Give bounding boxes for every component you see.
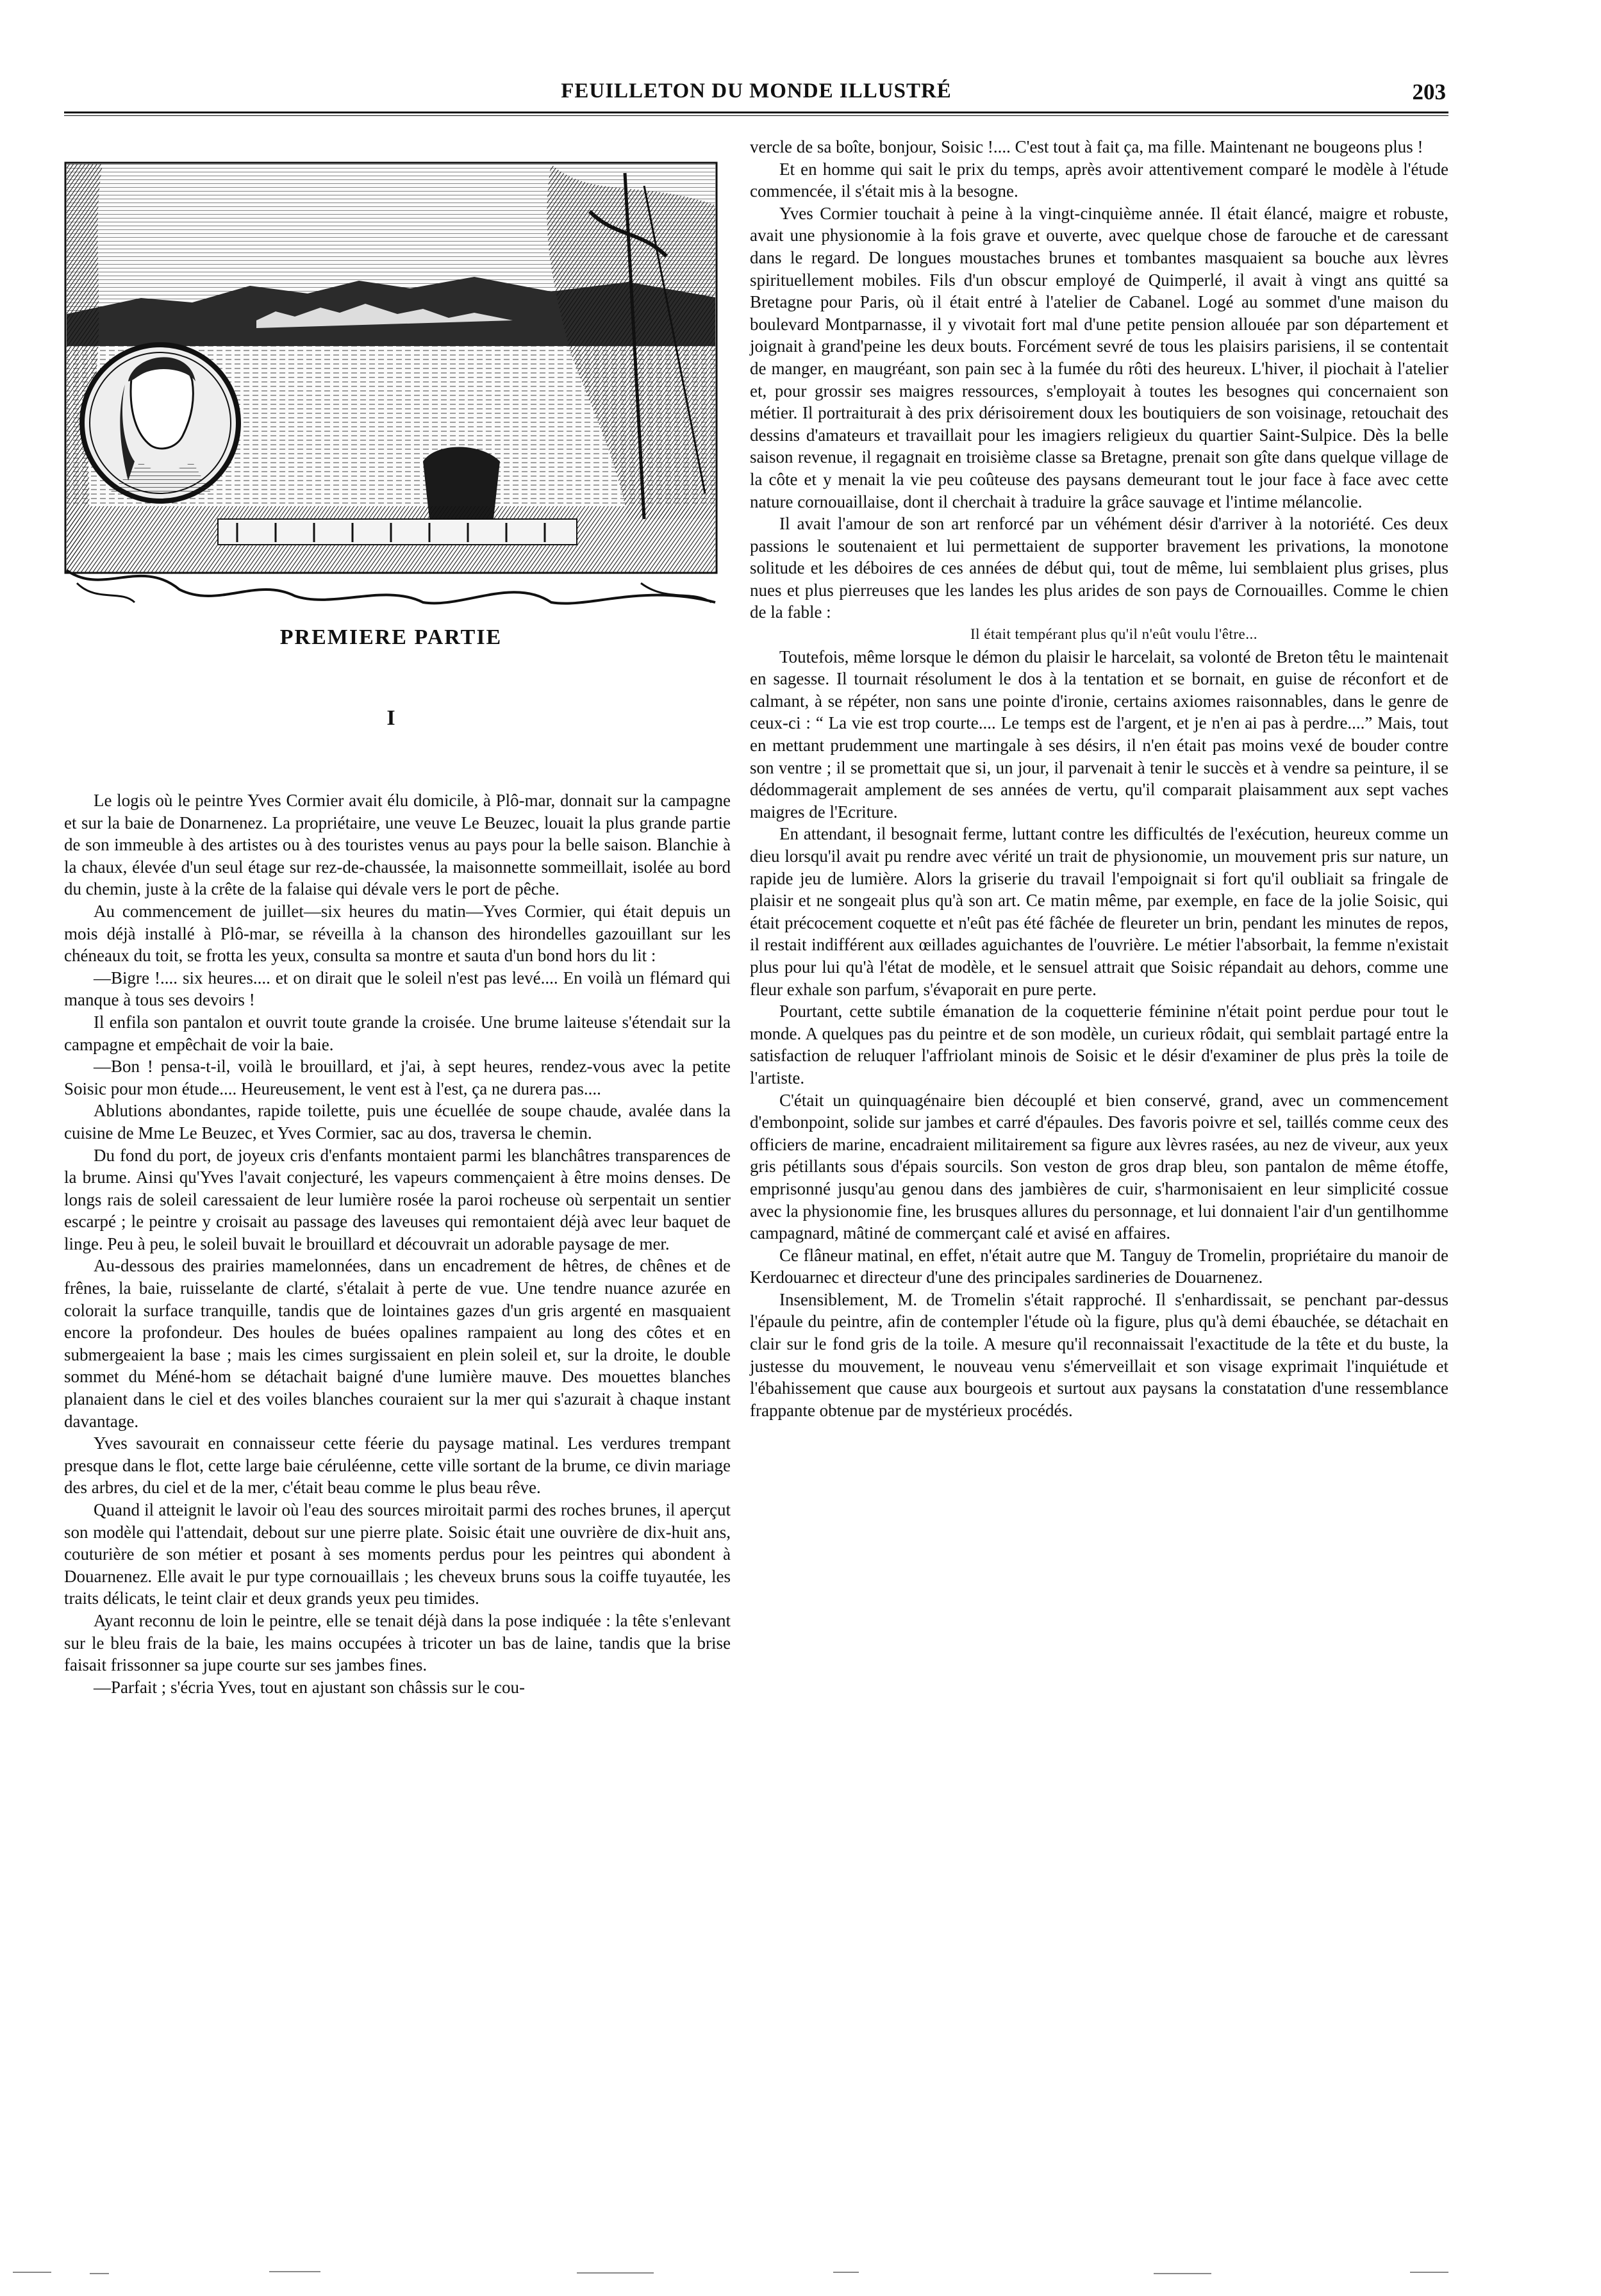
paragraph: Du fond du port, de joyeux cris d'enfants montaient parmi les blanchâtres transparences de la brume. Ainsi qu'Yves l'avait conjecturé, les vapeurs commençaient à être moins denses. De longs rais de soleil caressaient de leur lumière rosée la paroi rocheuse où serpentait un sentier escarpé ; le peintre y croisait au passage des laveuses qui remontaient déjà avec leur baquet de linge. Peu à peu, le soleil buvait le brouillard et découvrait un adorable paysage de mer. (64, 1145, 731, 1253)
paragraph: —Bigre !.... six heures.... et on dirait que le soleil n'est pas levé.... En voilà un flémard qui manque à tous ses devoirs ! (64, 968, 731, 1010)
paragraph: C'était un quinquagénaire bien découplé et bien conservé, grand, avec un commencement d'embonpoint, solide sur jambes et carré d'épaules. Des favoris poivre et sel, taillés comme ceux des officiers de marine, encadraient militairement sa figure aux lèvres rasées, au nez de viveur, aux yeux gris pétillants sous d'épais sourcils. Son veston de gros drap bleu, son pantalon de même étoffe, emprisonné jusqu'au genou dans des jambières de cuir, s'harmonisaient en leur simplicité cossue avec la physionomie fine, les brusques allures du personnage, et lui donnaient l'air d'un gentilhomme campagnard, mâtiné de commerçant calé et avisé en affaires. (750, 1090, 1448, 1243)
running-title: FEUILLETON DU MONDE ILLUSTRÉ (561, 79, 952, 103)
paragraph: Ayant reconnu de loin le peintre, elle se tenait déjà dans la pose indiquée : la tête s'enlevant sur le bleu frais de la baie, les mains occupées à tricoter un bas de laine, tandis que la brise faisait frissonner sa jupe courte sur ses jambes fines. (64, 1610, 731, 1675)
chapter-number: I (386, 706, 395, 730)
paragraph: Quand il atteignit le lavoir où l'eau des sources miroitait parmi des roches brunes, il aperçut son modèle qui l'attendait, debout sur une pierre plate. Soisic était une ouvrière de dix-huit ans, couturière de son métier et posant à ses moments perdus pour les peintres qui abondent à Douarnenez. Elle avait le pur type cornouaillais ; les cheveux bruns sous la coiffe tuyautée, les traits délicats, le teint clair et deux grands yeux peu timides. (64, 1500, 731, 1608)
left-text-column (64, 789, 731, 1698)
paragraph: Au commencement de juillet—six heures du matin—Yves Cormier, qui était depuis un mois déjà installé à Plô-mar, se réveilla à la chanson des hirondelles gazouillant sur les chéneaux du toit, se frotta les yeux, consulta sa montre et sauta d'un bond hors du lit : (64, 901, 731, 966)
paragraph: Il enfila son pantalon et ouvrit toute grande la croisée. Une brume laiteuse s'étendait sur la campagne et empêchait de voir la baie. (64, 1012, 731, 1054)
paragraph: Ce flâneur matinal, en effet, n'était autre que M. Tanguy de Tromelin, propriétaire du manoir de Kerdouarnec et directeur d'une des principales sardineries de Douarnenez. (750, 1245, 1448, 1287)
paragraph: —Bon ! pensa-t-il, voilà le brouillard, et j'ai, à sept heures, rendez-vous avec la petite Soisic pour mon étude.... Heureusement, le vent est à l'est, ça ne durera pas.... (64, 1057, 731, 1098)
verse-quote: Il était tempérant plus qu'il n'eût voulu l'être... (970, 626, 1257, 643)
paragraph: Pourtant, cette subtile émanation de la coquetterie féminine n'était point perdue pour tout le monde. A quelques pas du peintre et de son modèle, un curieux rôdait, qui semblait partagé entre la satisfaction de reluquer l'affriolant minois de Soisic et le désir d'examiner de plus près la toile de l'artiste. (750, 1002, 1448, 1087)
paragraph: Ablutions abondantes, rapide toilette, puis une écuellée de soupe chaude, avalée dans la cuisine de Mme Le Beuzec, et Yves Cormier, sac au dos, traversa le chemin. (64, 1101, 731, 1143)
paragraph: Toutefois, même lorsque le démon du plaisir le harcelait, sa volonté de Breton têtu le maintenait en sagesse. Il tournait résolument le dos à la tentation et se bornait, en guise de réconfort et de calmant, à se répéter, non sans une pointe d'ironie, certains axiomes raisonnables, dans le genre de ceux-ci : “ La vie est trop courte.... Le temps est de l'argent, et je n'en ai pas à perdre....” Mais, tout en mettant prudemment une martingale à ses désirs, il n'en était pas moins vexé de bouder contre son ventre ; il se promettait que si, un jour, il parvenait à tenir le succès et à vendre sa peinture, il se dédommagerait amplement de ses années de vertu, qu'il comparait plaisamment aux sept vaches maigres de l'Ecriture. (750, 647, 1448, 822)
header-rule (64, 111, 1448, 116)
paragraph: Et en homme qui sait le prix du temps, après avoir attentivement comparé le modèle à l'étude commencée, il s'était mis à la besogne. (750, 159, 1448, 201)
seascape-engraving-icon (64, 160, 718, 609)
scan-edge (0, 2268, 1601, 2276)
scan-noise-icon (0, 2269, 1601, 2277)
engraving-illustration (64, 160, 718, 609)
paragraph: Yves Cormier touchait à peine à la vingt-cinquième année. Il était élancé, maigre et robuste, avait une physionomie à la fois grave et ouverte, avec quelque chose de farouche et de caressant dans le regard. De longues moustaches brunes et tombantes masquaient sa bouche aux lèvres spirituellement mobiles. Fils d'un obscur employé de Quimperlé, il avait à vingt ans quitté sa Bretagne pour Paris, où il était entré à l'atelier de Cabanel. Logé au sommet d'une maison du boulevard Montparnasse, il y vivotait fort mal d'une petite pension allouée par son département et joignait à grand'peine les deux bouts. Forcément sevré de tous les plaisirs parisiens, il se contentait de manger, en maugréant, son pain sec à la fumée du rôti des heureux. L'hiver, il piochait à l'atelier et, pour grossir ses maigres ressources, s'employait à toutes les besognes qui concernaient son métier. Il portraiturait à des prix dérisoirement doux les boutiquiers de son voisinage, retouchait des dessins d'amateurs et travaillait pour les imagiers religieux du quartier Saint-Sulpice. Dès la belle saison revenue, il regagnait en troisième classe sa Bretagne, prenait son gîte dans quelque village de la côte et y menait la vie peu coûteuse des paysans demeurant tout le jour face à face avec cette nature cornouaillaise, dont il cherchait à traduire la grâce sauvage et l'intime mélancolie. (750, 203, 1448, 511)
paragraph: En attendant, il besognait ferme, luttant contre les difficultés de l'exécution, heureux comme un dieu lorsqu'il avait pu rendre avec vérité un trait de physionomie, un mouvement pris sur nature, un rapide jeu de lumière. Alors la griserie du travail l'empoignait si fort qu'il oubliait sa fringale de plaisir et ne songeait plus qu'à son art. Ce matin même, par exemple, en face de la jolie Soisic, qui était précocement coquette et n'eût pas été fâchée de fleureter un brin, pendant les minutes de repos, il restait indifférent aux œillades aguichantes de l'ouvrière. Le métier l'absorbait, la femme n'existait plus pour lui qu'à l'état de modèle, et le sensuel attrait que Soisic répandait au dehors, comme une fleur exhale son parfum, s'évaporait en pure perte. (750, 824, 1448, 999)
paragraph: Yves savourait en connaisseur cette féerie du paysage matinal. Les verdures trempant presque dans le flot, cette large baie céruléenne, cette ville sortant de la brume, ce divin mariage des arbres, du ciel et de la mer, c'était beau comme le plus beau rêve. (64, 1433, 731, 1498)
paragraph: —Parfait ; s'écria Yves, tout en ajustant son châssis sur le cou- (94, 1677, 525, 1697)
right-text-column (750, 136, 1448, 1421)
section-title: PREMIERE PARTIE (279, 625, 502, 649)
page-number: 203 (1412, 79, 1446, 104)
paragraph: Le logis où le peintre Yves Cormier avait élu domicile, à Plô-mar, donnait sur la campagne et sur la baie de Donarnenez. La propriétaire, une veuve Le Beuzec, louait la plus grande partie de son immeuble à des artistes ou à des touristes venus au pays pour la belle saison. Blanchie à la chaux, élevée d'un seul étage sur rez-de-chaussée, la maisonnette sommeillait, isolée au bord du chemin, juste à la crête de la falaise qui dévale vers le port de pêche. (64, 791, 731, 899)
paragraph: Au-dessous des prairies mamelonnées, dans un encadrement de hêtres, de chênes et de frênes, la baie, ruisselante de clarté, s'étalait à perte de vue. Une tendre nuance azurée en colorait la surface tranquille, tandis que de lointaines gazes d'un gris argenté en masquaient encore la profondeur. Des houles de buées opalines rampaient au long des côtes et en submergeaient la base ; mais les cimes surgissaient en plein soleil et, sur la droite, le double sommet du Méné-hom se détachait baigné d'une lumière mauve. Des mouettes blanches planaient dans le ciel et des voiles blanches couraient sur la mer qui s'azurait à chaque instant davantage. (64, 1256, 731, 1431)
paragraph: Insensiblement, M. de Tromelin s'était rapproché. Il s'enhardissait, se penchant par-dessus l'épaule du peintre, afin de contempler l'étude où la figure, plus qu'à demi ébauchée, se détachait en clair sur le fond gris de la toile. A mesure qu'il reconnaissait l'exactitude de la tête et du buste, la justesse du mouvement, le nouveau venu s'émerveillait et son visage exprimait l'inquiétude et l'ébahissement que cause aux bourgeois et surtout aux paysans la constatation d'une ressemblance frappante obtenue par de mystérieux procédés. (750, 1289, 1448, 1420)
paragraph: vercle de sa boîte, bonjour, Soisic !.... C'est tout à fait ça, ma fille. Maintenant ne bougeons plus ! (750, 137, 1423, 156)
page-header (64, 76, 1448, 114)
paragraph: Il avait l'amour de son art renforcé par un véhément désir d'arriver à la notoriété. Ces deux passions le soutenaient et lui permettaient de supporter bravement les privations, la monotone solitude et les déboires de ces années de début qui, tout de même, lui semblaient plus grises, plus nues et plus pierreuses que les landes les plus arides de son pays de Cornouailles. Comme le chien de la fable : (750, 514, 1448, 622)
